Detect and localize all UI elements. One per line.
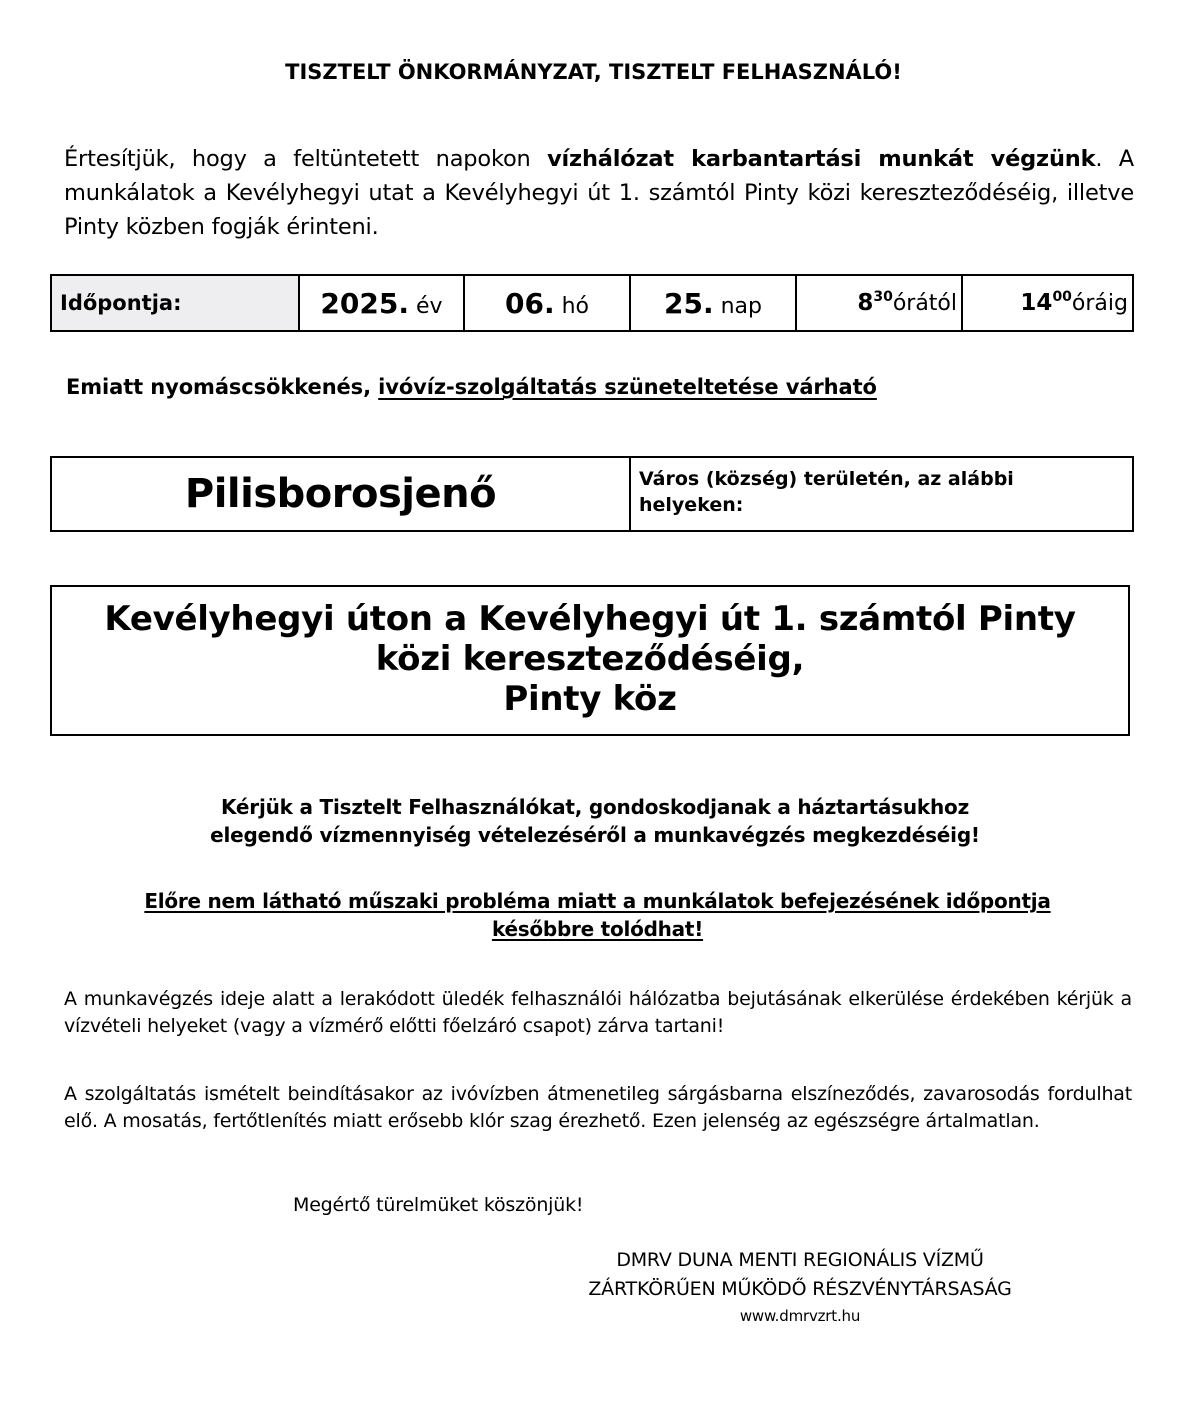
schedule-start-cell bbox=[796, 275, 962, 331]
schedule-end-cell bbox=[962, 275, 1133, 331]
schedule-month: 06. bbox=[504, 286, 555, 320]
schedule-end-minute: 00 bbox=[1052, 289, 1072, 305]
thanks-text: Megértő türelmüket köszönjük! bbox=[293, 1194, 584, 1216]
company-website: www.dmrvzrt.hu bbox=[739, 1307, 861, 1325]
warning-underlined: ivóvíz-szolgáltatás szüneteltetése várható bbox=[378, 375, 877, 399]
sediment-paragraph: A munkavégzés ideje alatt a lerakódott üledék felhasználói hálózatba bejutásának elkerülése érdekében kérjük a vízvételi helyeket (vagy a vízmérő előtti főelzáró csapot) zárva tartani! bbox=[64, 988, 1132, 1037]
schedule-start-hour: 8 bbox=[857, 290, 874, 316]
schedule-day: 25. bbox=[664, 286, 714, 320]
request-line-2: elegendő vízmennyiség vételezéséről a munkavégzés megkezdéséig! bbox=[210, 823, 980, 847]
streets-line-1: Kevélyhegyi úton a Kevélyhegyi út 1. számtól Pinty bbox=[104, 599, 1076, 639]
schedule-label: Időpontja: bbox=[51, 275, 299, 331]
warning-plain: Emiatt nyomáscsökkenés, bbox=[66, 375, 379, 399]
delay-line-2: későbbre tolódhat! bbox=[491, 917, 704, 941]
schedule-month-cell bbox=[464, 275, 630, 331]
affected-streets-box bbox=[50, 585, 1130, 736]
delay-line-1: Előre nem látható műszaki probléma miatt a munkálatok befejezésének időpontja bbox=[144, 889, 1051, 913]
schedule-start-unit: órától bbox=[892, 291, 957, 316]
request-line-1: Kérjük a Tisztelt Felhasználókat, gondoskodjanak a háztartásukhoz bbox=[220, 795, 970, 819]
discoloration-paragraph: A szolgáltatás ismételt beindításakor az ivóvízben átmenetileg sárgásbarna elszíneződés, zavarosodás fordulhat elő. A mosatás, fertőtlenítés miatt erősebb klór szag érezhető. Ezen jelenség az egészségre ártalmatlan. bbox=[64, 1083, 1132, 1132]
company-name-line-2: ZÁRTKÖRŰEN MŰKÖDŐ RÉSZVÉNYTÁRSASÁG bbox=[588, 1278, 1012, 1300]
schedule-day-cell bbox=[630, 275, 796, 331]
schedule-year: 2025. bbox=[320, 286, 409, 320]
schedule-start-minute: 30 bbox=[873, 289, 893, 305]
schedule-day-unit: nap bbox=[720, 293, 762, 319]
schedule-year-unit: év bbox=[416, 293, 443, 319]
intro-text-end: . A munkálatok a Kevélyhegyi utat a Kevélyhegyi út 1. számtól Pinty közi kereszteződéséig, illetve Pinty közben fogják érinteni. bbox=[64, 146, 1134, 240]
notice-heading: TISZTELT ÖNKORMÁNYZAT, TISZTELT FELHASZNÁLÓ! bbox=[285, 60, 902, 84]
schedule-end-unit: óráig bbox=[1071, 291, 1128, 316]
intro-paragraph bbox=[64, 142, 1134, 244]
town-description: Város (község) területén, az alábbi helyeken: bbox=[639, 468, 1014, 516]
schedule-table bbox=[50, 274, 1134, 332]
streets-line-3: Pinty köz bbox=[503, 679, 677, 719]
schedule-year-cell bbox=[299, 275, 464, 331]
town-name: Pilisborosjenő bbox=[52, 458, 631, 530]
streets-line-2: közi kereszteződéséig, bbox=[375, 639, 805, 679]
intro-text-bold: vízhálózat karbantartási munkát végzünk bbox=[547, 146, 1096, 172]
intro-text-start: Értesítjük, hogy a feltüntetett napokon bbox=[64, 146, 548, 172]
water-storage-request bbox=[60, 793, 1130, 849]
delay-notice bbox=[60, 887, 1135, 943]
location-box bbox=[50, 456, 1134, 532]
service-warning bbox=[66, 375, 877, 399]
schedule-end-hour: 14 bbox=[1020, 290, 1053, 316]
schedule-month-unit: hó bbox=[561, 293, 589, 319]
company-name-line-1: DMRV DUNA MENTI REGIONÁLIS VÍZMŰ bbox=[616, 1249, 984, 1271]
company-signature bbox=[500, 1246, 1100, 1328]
schedule-row bbox=[51, 275, 1133, 331]
